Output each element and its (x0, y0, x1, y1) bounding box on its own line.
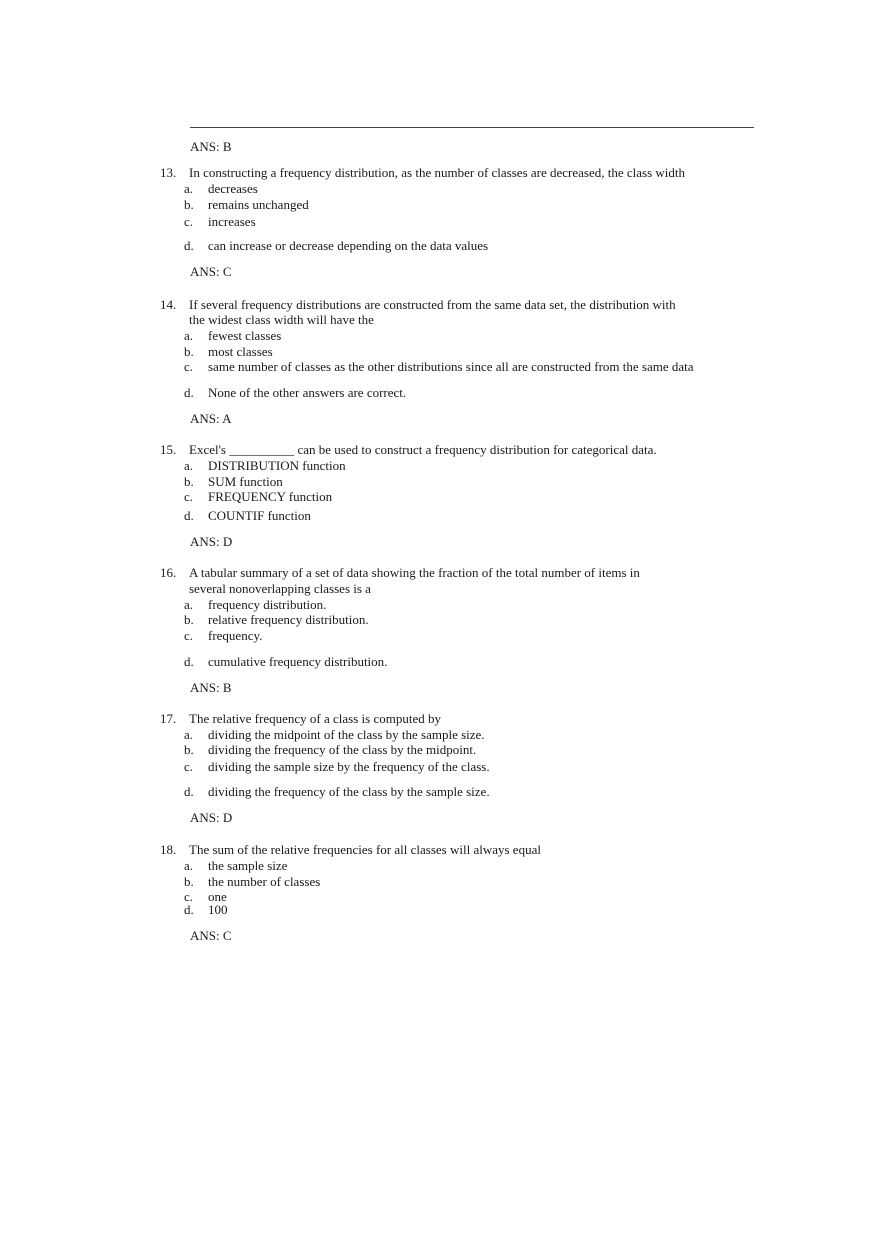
question-stem: The relative frequency of a class is computed by (189, 711, 441, 726)
option-letter: b. (184, 612, 194, 627)
option-text: one (208, 889, 227, 904)
answer-line: ANS: D (190, 810, 233, 825)
question-stem: the widest class width will have the (189, 312, 374, 327)
option-text: can increase or decrease depending on the data values (208, 238, 489, 253)
option-text: same number of classes as the other distributions since all are constructed from the same data (208, 359, 694, 374)
option-text: frequency distribution. (208, 597, 327, 612)
horizontal-rule (190, 127, 754, 128)
answer-line: ANS: C (190, 928, 232, 943)
answer-line: ANS: D (190, 534, 233, 549)
option-letter: a. (184, 727, 194, 742)
option-letter: b. (184, 197, 194, 212)
option-letter: c. (184, 359, 194, 374)
option-letter: b. (184, 874, 194, 889)
option-letter: d. (184, 902, 194, 917)
option-text: FREQUENCY function (208, 489, 333, 504)
option-letter: a. (184, 328, 194, 343)
question-stem: If several frequency distributions are constructed from the same data set, the distribution with (189, 297, 676, 312)
option-letter: d. (184, 238, 194, 253)
option-letter: c. (184, 489, 194, 504)
option-text: 100 (208, 902, 228, 917)
option-text: COUNTIF function (208, 508, 311, 523)
option-letter: a. (184, 858, 194, 873)
option-letter: d. (184, 654, 194, 669)
option-text: increases (208, 214, 256, 229)
option-letter: a. (184, 181, 194, 196)
option-letter: c. (184, 889, 194, 904)
question-number: 14. (160, 297, 177, 312)
option-text: fewest classes (208, 328, 282, 343)
answer-line: ANS: A (190, 411, 232, 426)
option-text: SUM function (208, 474, 283, 489)
option-letter: d. (184, 385, 194, 400)
answer-line: ANS: C (190, 264, 232, 279)
option-letter: a. (184, 597, 194, 612)
option-letter: a. (184, 458, 194, 473)
question-number: 18. (160, 842, 177, 857)
option-text: DISTRIBUTION function (208, 458, 346, 473)
question-number: 15. (160, 442, 177, 457)
option-letter: b. (184, 474, 194, 489)
option-text: remains unchanged (208, 197, 309, 212)
option-text: most classes (208, 344, 273, 359)
option-letter: d. (184, 784, 194, 799)
question-stem: Excel's __________ can be used to construct a frequency distribution for categorical data. (189, 442, 657, 457)
question-number: 13. (160, 165, 177, 180)
question-stem: In constructing a frequency distribution, as the number of classes are decreased, the class width (189, 165, 685, 180)
option-text: relative frequency distribution. (208, 612, 369, 627)
option-text: cumulative frequency distribution. (208, 654, 388, 669)
option-text: the sample size (208, 858, 288, 873)
option-letter: c. (184, 759, 194, 774)
option-letter: c. (184, 628, 194, 643)
answer-line: ANS: B (190, 680, 232, 695)
option-text: None of the other answers are correct. (208, 385, 407, 400)
option-text: dividing the sample size by the frequency of the class. (208, 759, 490, 774)
option-letter: d. (184, 508, 194, 523)
answer-line: ANS: B (190, 139, 232, 154)
option-text: dividing the frequency of the class by the sample size. (208, 784, 490, 799)
option-text: frequency. (208, 628, 263, 643)
question-number: 16. (160, 565, 177, 580)
option-letter: c. (184, 214, 194, 229)
question-stem: The sum of the relative frequencies for all classes will always equal (189, 842, 541, 857)
question-stem: A tabular summary of a set of data showing the fraction of the total number of items in (189, 565, 640, 580)
option-text: dividing the frequency of the class by the midpoint. (208, 742, 477, 757)
question-stem: several nonoverlapping classes is a (189, 581, 371, 596)
option-letter: b. (184, 742, 194, 757)
option-letter: b. (184, 344, 194, 359)
option-text: dividing the midpoint of the class by the sample size. (208, 727, 485, 742)
question-number: 17. (160, 711, 177, 726)
option-text: decreases (208, 181, 258, 196)
option-text: the number of classes (208, 874, 321, 889)
